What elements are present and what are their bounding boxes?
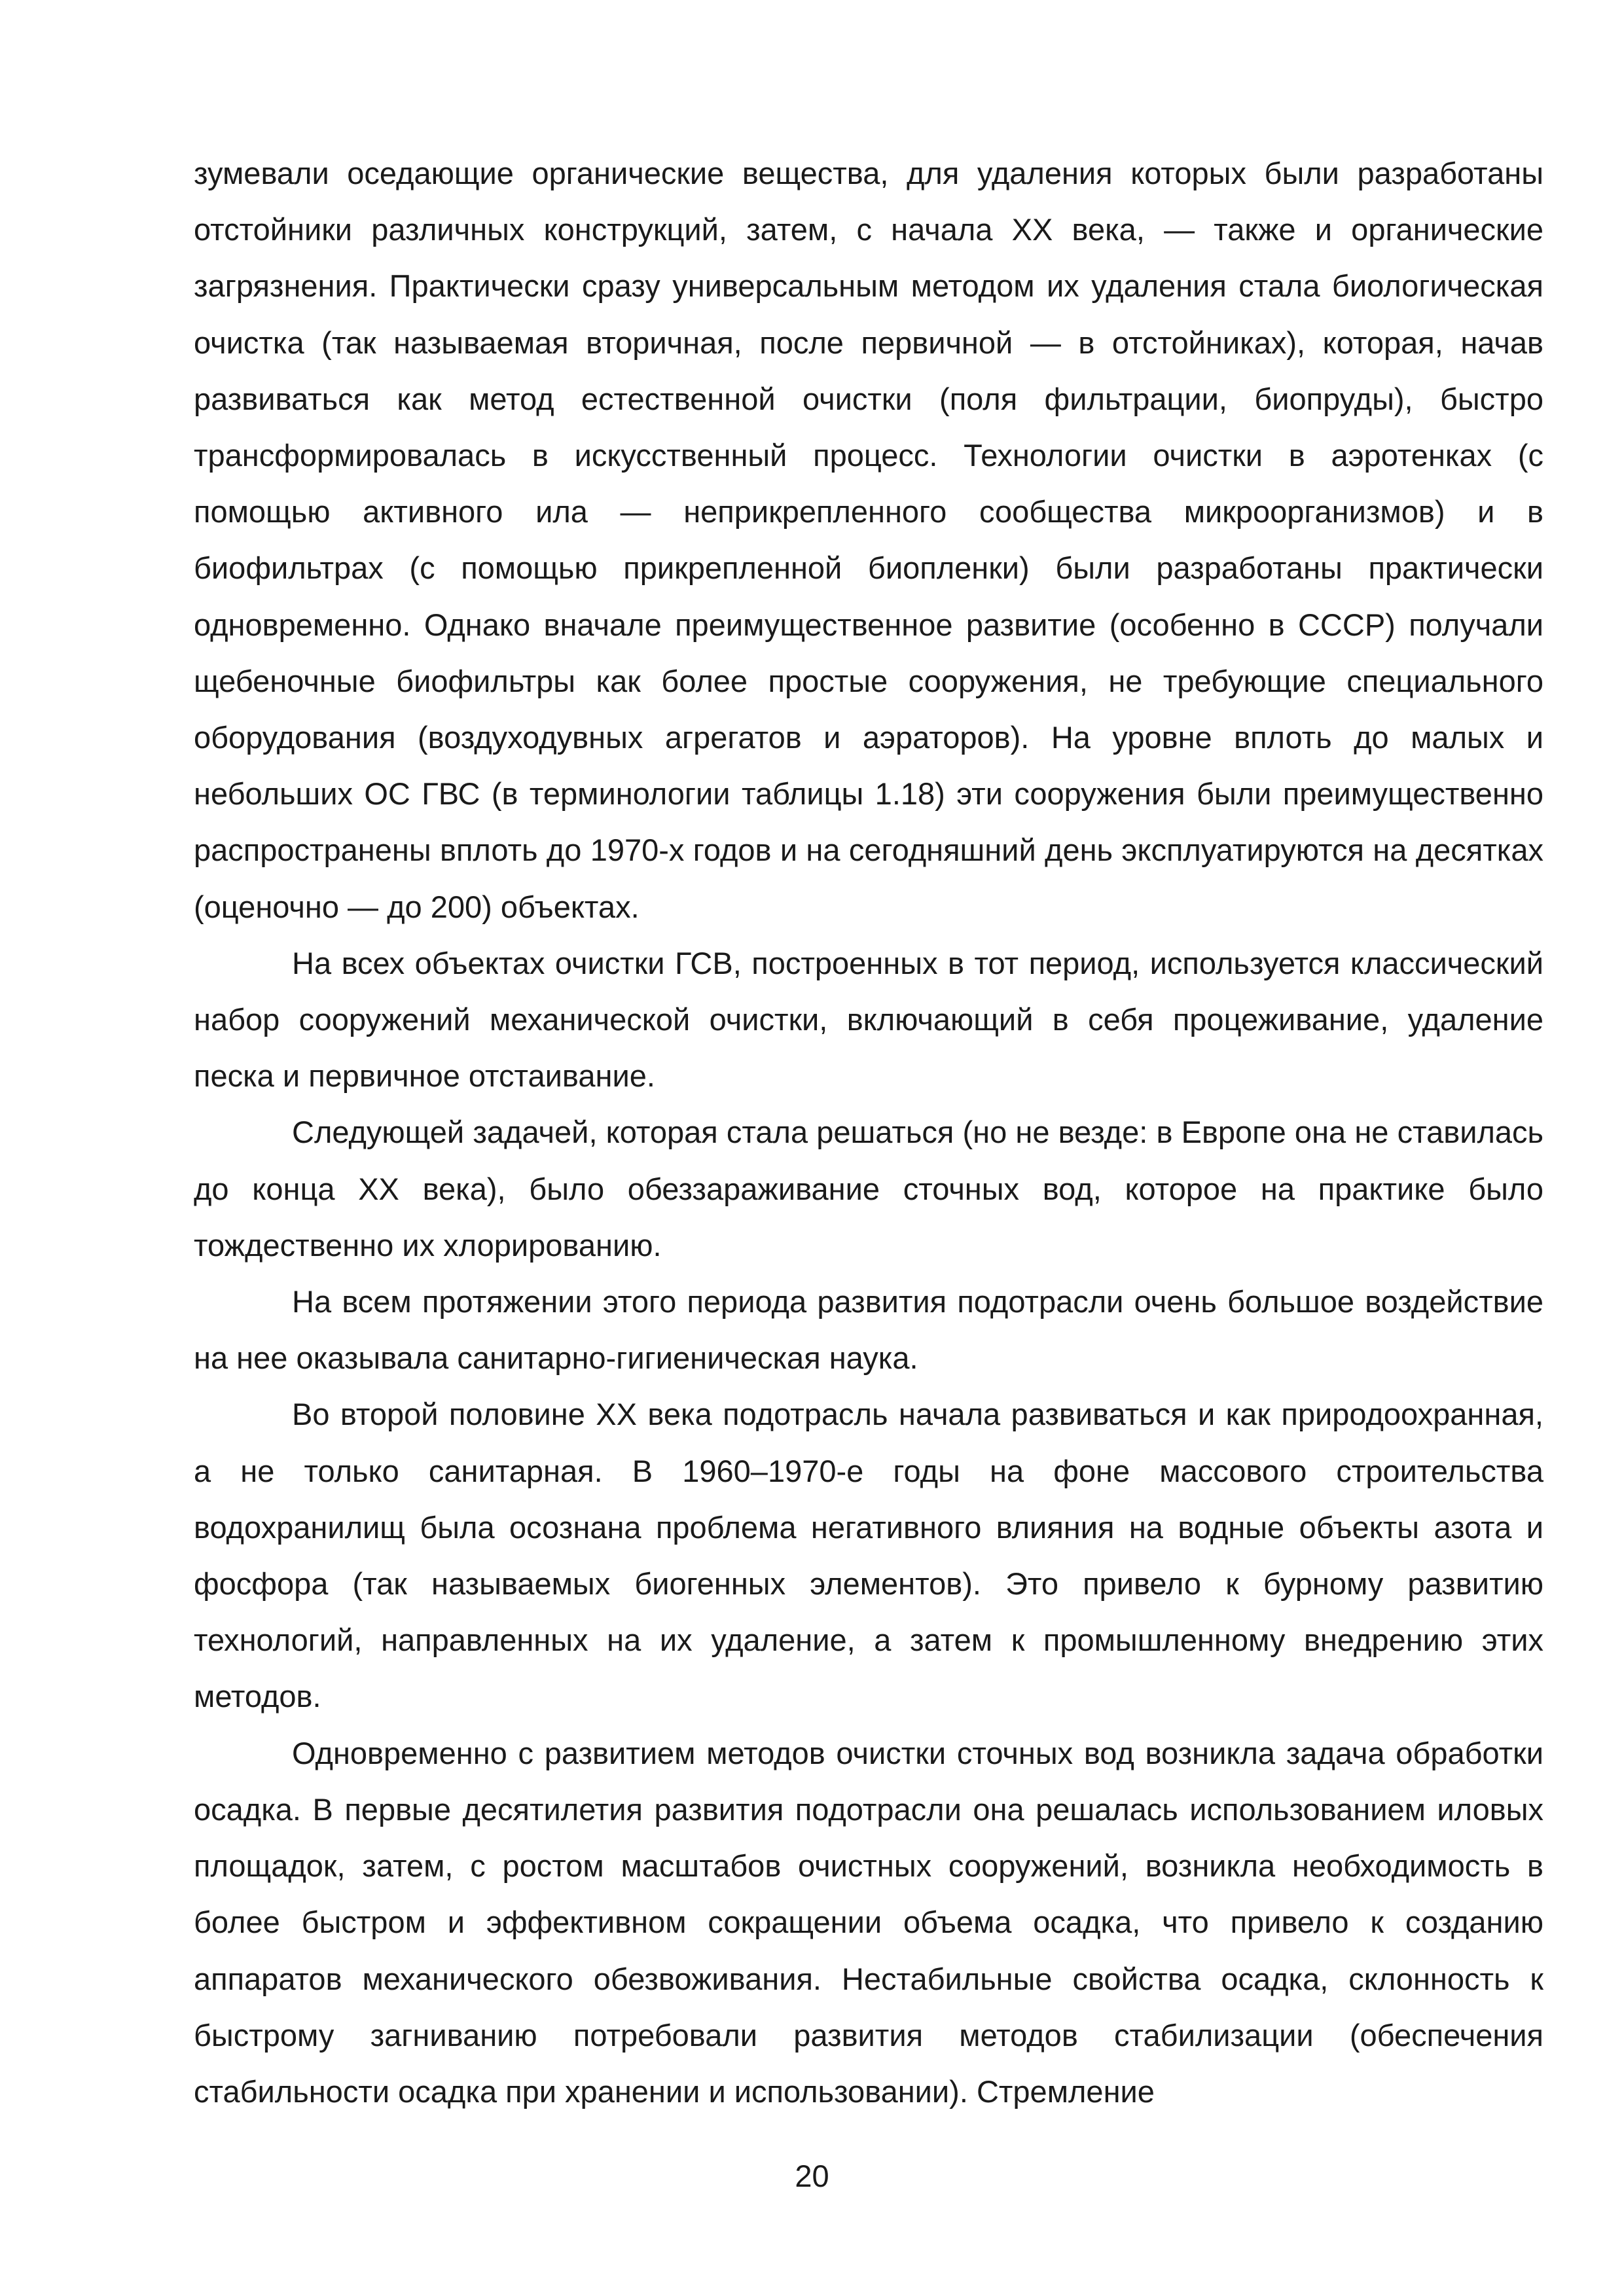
paragraph-sanitary-science: На всем протяжении этого периода развития подотрасли очень большое воздействие на нее оказывала санитарно-гигиеническая наука.: [194, 1284, 1543, 1376]
paragraph-disinfection: Следующей задачей, которая стала решаться (но не везде: в Европе она не ставилась до конца ХХ века), было обеззараживание сточных вод, которое на практике было тождественно их хлорированию.: [194, 1115, 1543, 1263]
paragraph-nutrient-removal: Во второй половине ХХ века подотрасль начала развиваться и как природоохранная, а не только санитарная. В 1960–1970-е годы на фоне массового строительства водохранилищ была осознана проблема негативного влияния на водные объекты азота и фосфора (так называемых биогенных элементов). Это привело к бурному развитию технологий, направленных на их удаление, а затем к промышленному внедрению этих методов.: [194, 1397, 1543, 1714]
paragraph-mechanical-treatment: На всех объектах очистки ГСВ, построенных в тот период, используется классический набор сооружений механической очистки, включающий в себя процеживание, удаление песка и первичное отстаивание.: [194, 945, 1543, 1094]
paragraph-continuation: зумевали оседающие органические вещества, для удаления которых были разработаны отстойники различных конструкций, затем, с начала ХХ века, — также и органические загрязнения. Практически сразу универсальным методом их удаления стала биологическая очистка (так называемая вторичная, после первичной — в отстойниках), которая, начав развиваться как метод естественной очистки (поля фильтрации, биопруды), быстро трансформировалась в искусственный процесс. Технологии очистки в аэротенках (с помощью активного ила — неприкрепленного сообщества микроорганизмов) и в биофильтрах (с помощью прикрепленной биопленки) были разработаны практически одновременно. Однако вначале преимущественное развитие (особенно в СССР) получали щебеночные биофильтры как более простые сооружения, не требующие специального оборудования (воздуходувных агрегатов и аэраторов). На уровне вплоть до малых и небольших ОС ГВС (в терминологии таблицы 1.18) эти сооружения были преимущественно распространены вплоть до 1970-х годов и на сегодняшний день эксплуатируются на десятках (оценочно — до 200) объектах.: [194, 156, 1543, 924]
page-number: 20: [795, 2159, 829, 2193]
paragraph-sludge-treatment: Одновременно с развитием методов очистки сточных вод возникла задача обработки осадка. В первые десятилетия развития подотрасли она решалась использованием иловых площадок, затем, с ростом масштабов очистных сооружений, возникла необходимость в более быстром и эффективном сокращении объема осадка, что привело к созданию аппаратов механического обезвоживания. Нестабильные свойства осадка, склонность к быстрому загниванию потребовали развития методов стабилизации (обеспечения стабильности осадка при хранении и использовании). Стремление: [194, 1735, 1543, 2109]
body-text: [194, 145, 1543, 2120]
